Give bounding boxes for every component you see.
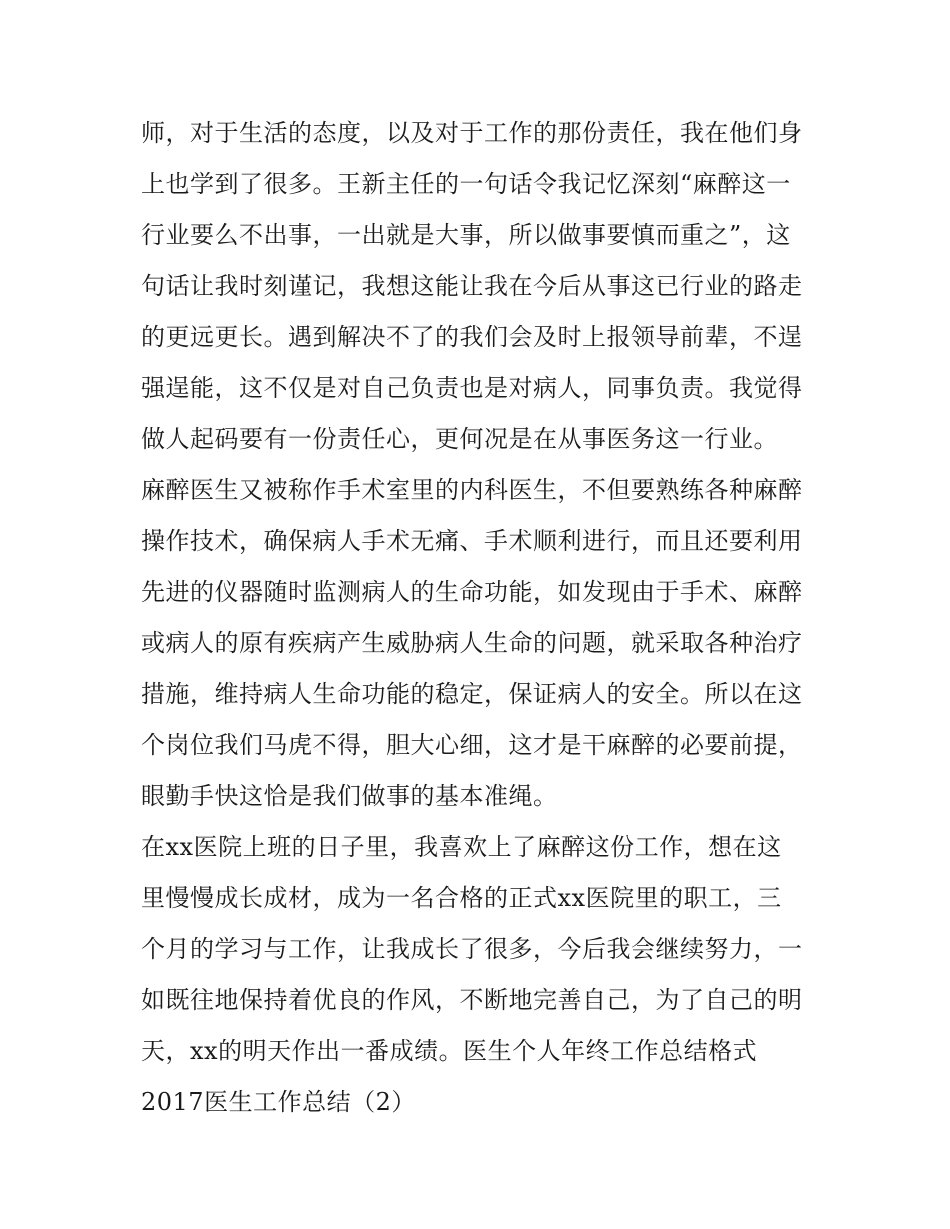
text-line: 师，对于生活的态度，以及对于工作的那份责任，我在他们身 xyxy=(141,119,803,147)
text-line: 强逞能，这不仅是对自己负责也是对病人，同事负责。我觉得 xyxy=(141,374,803,402)
document-body xyxy=(141,108,821,1128)
text-line: 句话让我时刻谨记，我想这能让我在今后从事这已行业的路走 xyxy=(141,272,803,300)
text-line: 先进的仪器随时监测病人的生命功能，如发现由于手术、麻醉 xyxy=(141,578,803,606)
text-line: 措施，维持病人生命功能的稳定，保证病人的安全。所以在这 xyxy=(141,680,803,708)
text-line: 麻醉医生又被称作手术室里的内科医生，不但要熟练各种麻醉 xyxy=(141,476,803,504)
text-line: 如既往地保持着优良的作风，不断地完善自己，为了自己的明 xyxy=(141,986,803,1014)
text-line: 行业要么不出事，一出就是大事，所以做事要慎而重之”，这 xyxy=(141,221,791,249)
text-line: 个岗位我们马虎不得，胆大心细，这才是干麻醉的必要前提， xyxy=(141,731,803,759)
text-line: 个月的学习与工作，让我成长了很多，今后我会继续努力，一 xyxy=(141,935,803,963)
text-line: 在xx医院上班的日子里，我喜欢上了麻醉这份工作，想在这 xyxy=(141,833,782,861)
text-line: 上也学到了很多。王新主任的一句话令我记忆深刻“麻醉这一 xyxy=(141,170,791,198)
text-line: 天，xx的明天作出一番成绩。医生个人年终工作总结格式 xyxy=(141,1037,758,1065)
section-heading: 2017医生工作总结（2） xyxy=(141,1088,416,1116)
text-line: 或病人的原有疾病产生威胁病人生命的问题，就采取各种治疗 xyxy=(141,629,803,657)
text-line: 眼勤手快这恰是我们做事的基本准绳。 xyxy=(141,782,558,810)
text-line: 操作技术，确保病人手术无痛、手术顺利进行，而且还要利用 xyxy=(141,527,803,555)
text-line: 里慢慢成长成材，成为一名合格的正式xx医院里的职工，三 xyxy=(141,884,782,912)
text-line: 做人起码要有一份责任心，更何况是在从事医务这一行业。 xyxy=(141,425,778,453)
text-line: 的更远更长。遇到解决不了的我们会及时上报领导前辈，不逞 xyxy=(141,323,803,351)
